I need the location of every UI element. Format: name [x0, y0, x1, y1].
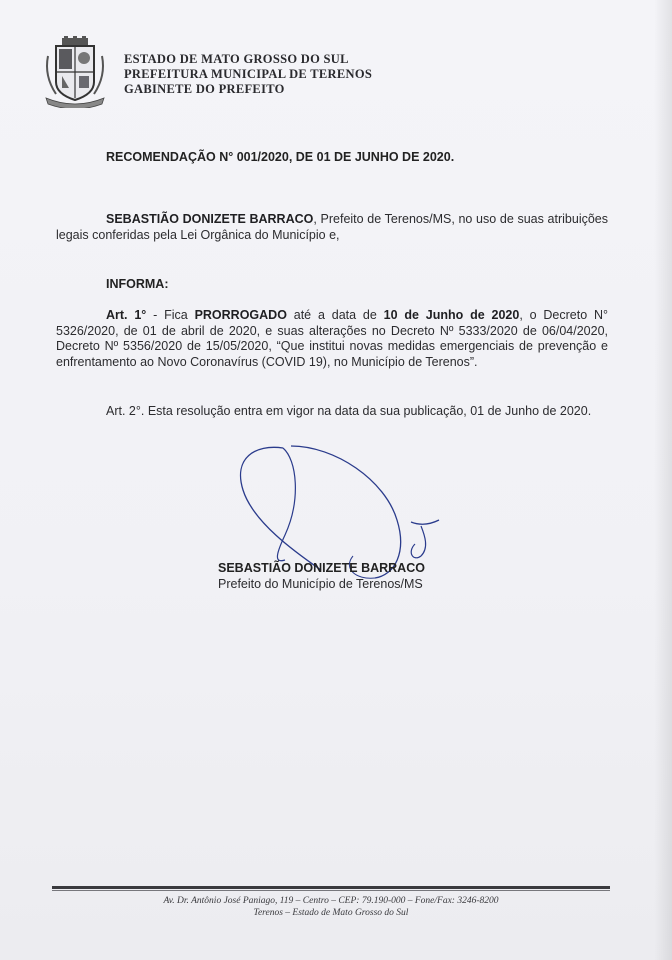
intro-text: , Prefeito de Terenos/MS, no uso de suas atribuições legais conferidas pela Lei Orgânica do Município e, — [56, 212, 609, 242]
article-2 — [56, 404, 608, 420]
header-state: ESTADO DE MATO GROSSO DO SUL — [124, 52, 349, 66]
footer-line-2: Terenos – Estado de Mato Grosso do Sul — [253, 908, 409, 918]
signatory-role: Prefeito do Município de Terenos/MS — [218, 577, 423, 591]
footer-divider-thin — [52, 890, 610, 891]
informa-heading: INFORMA: — [106, 277, 169, 291]
intro-paragraph — [56, 212, 608, 243]
intro-name: SEBASTIÃO DONIZETE BARRACO — [106, 212, 314, 226]
signatory-name: SEBASTIÃO DONIZETE BARRACO — [218, 561, 425, 575]
footer-line-1: Av. Dr. Antônio José Paniago, 119 – Centro – CEP: 79.190-000 – Fone/Fax: 3246-8200 — [163, 896, 499, 906]
art2-text: Art. 2°. Esta resolução entra em vigor na data da sua publicação, 01 de Junho de 2020. — [106, 404, 592, 418]
document-title: RECOMENDAÇÃO N° 001/2020, DE 01 DE JUNHO DE 2020. — [106, 150, 455, 164]
art1-date: 10 de Junho de 2020 — [383, 308, 520, 322]
page-edge-shadow — [654, 0, 672, 960]
footer-divider — [52, 886, 610, 889]
art1-label: Art. 1° — [106, 308, 147, 322]
letterhead — [124, 52, 372, 97]
municipal-crest-icon — [42, 36, 108, 108]
header-prefecture: PREFEITURA MUNICIPAL DE TERENOS — [124, 67, 373, 81]
article-1: Art. 1° - Fica PRORROGADO até a data de 10 de Junho de 2020, o Decreto N° 5326/2020, de 01 de abril de 2020, e suas alterações no Decreto Nº 5333/2020 de 06/04/2020, Decreto Nº 5356/2020 de 15/05/2020, “Que institui novas medidas emergenciais de prevenção e enfrentamento ao Novo Coronavírus (COVID 19), no Município de Terenos”. — [56, 308, 609, 369]
art1-prorrogado: PRORROGADO — [194, 308, 287, 322]
header-cabinet: GABINETE DO PREFEITO — [124, 82, 285, 96]
footer-address — [52, 895, 610, 919]
